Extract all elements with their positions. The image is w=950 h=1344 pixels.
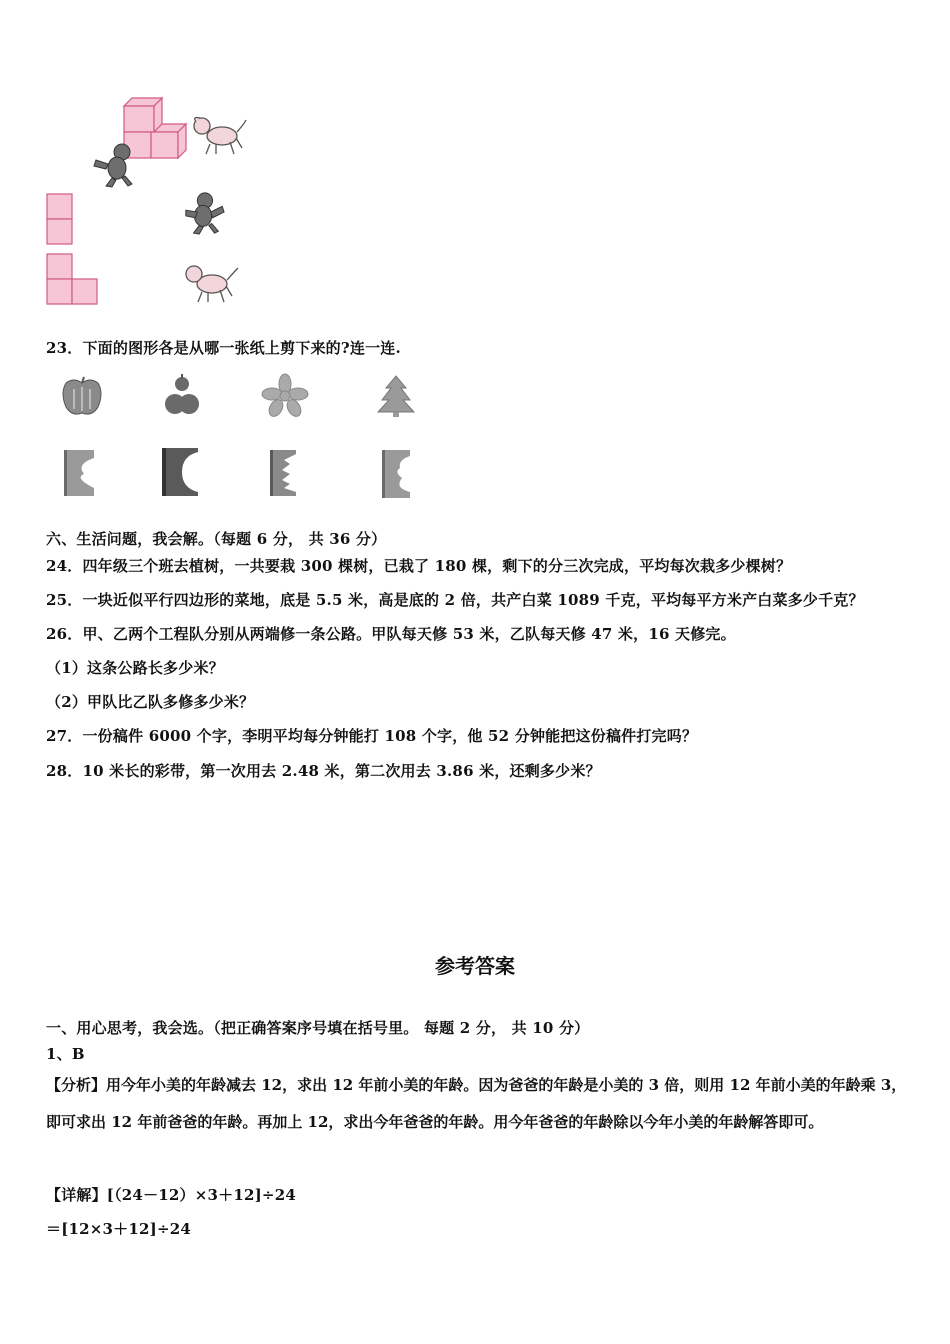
dog-icon — [182, 262, 240, 304]
monkey-icon — [182, 190, 226, 236]
problem-24: 24．四年级三个班去植树，一共要栽 300 棵树，已栽了 180 棵，剩下的分三次完成，平均每次栽多少棵树？ — [46, 557, 792, 575]
folded-paper-c-icon — [268, 448, 298, 498]
problem-26: 26．甲、乙两个工程队分别从两端修一条公路。甲队每天修 53 米，乙队每天修 47 米，16 天修完。 — [46, 625, 736, 643]
apple-cutout-icon — [60, 375, 104, 417]
problem-25: 25．一块近似平行四边形的菜地，底是 5.5 米，高是底的 2 倍，共产白菜 1089 千克，平均每平方米产白菜多少千克？ — [46, 591, 864, 609]
section-6-heading: 六、生活问题，我会解。（每题 6 分， 共 36 分） — [46, 530, 387, 548]
answers-title: 参考答案 — [435, 954, 515, 978]
problem-28: 28．10 米长的彩带，第一次用去 2.48 米，第二次用去 3.86 米，还剩多少米？ — [46, 762, 601, 780]
problem-26-part-2: （2）甲队比乙队多修多少米？ — [46, 693, 255, 711]
answer-1: 1、B — [46, 1045, 85, 1063]
gourd-cutout-icon — [164, 372, 200, 418]
flower-cutout-icon — [262, 374, 308, 416]
answer-1-analysis: 【分析】用今年小美的年龄减去 12，求出 12 年前小美的年龄。因为爸爸的年龄是小美的 3 倍，则用 12 年前小美的年龄乘 3，即可求出 12 年前爸爸的年龄。再加上 12，求出今年爸爸的年龄。用今年爸爸的年龄除以今年小美的年龄解答即可。 — [46, 1076, 907, 1131]
question-23: 23．下面的图形各是从哪一张纸上剪下来的?连一连. — [46, 339, 401, 357]
problem-26-part-1: （1）这条公路长多少米？ — [46, 659, 224, 677]
dog-icon — [190, 114, 248, 156]
monkey-icon — [92, 142, 138, 188]
folded-paper-a-icon — [62, 448, 96, 498]
folded-paper-d-icon — [380, 448, 412, 500]
answers-section-1-heading: 一、用心思考，我会选。（把正确答案序号填在括号里。 每题 2 分， 共 10 分） — [46, 1019, 590, 1037]
folded-paper-b-icon — [160, 446, 200, 498]
two-square-column-shape — [46, 193, 74, 245]
l-shape — [46, 253, 100, 305]
tree-cutout-icon — [376, 374, 416, 418]
answer-1-detail-line-1: 【详解】[（24－12）×3＋12]÷24 — [46, 1186, 296, 1204]
problem-27: 27．一份稿件 6000 个字，李明平均每分钟能打 108 个字，他 52 分钟能把这份稿件打完吗？ — [46, 727, 698, 745]
answer-1-detail-line-2: ＝[12×3＋12]÷24 — [46, 1220, 191, 1238]
